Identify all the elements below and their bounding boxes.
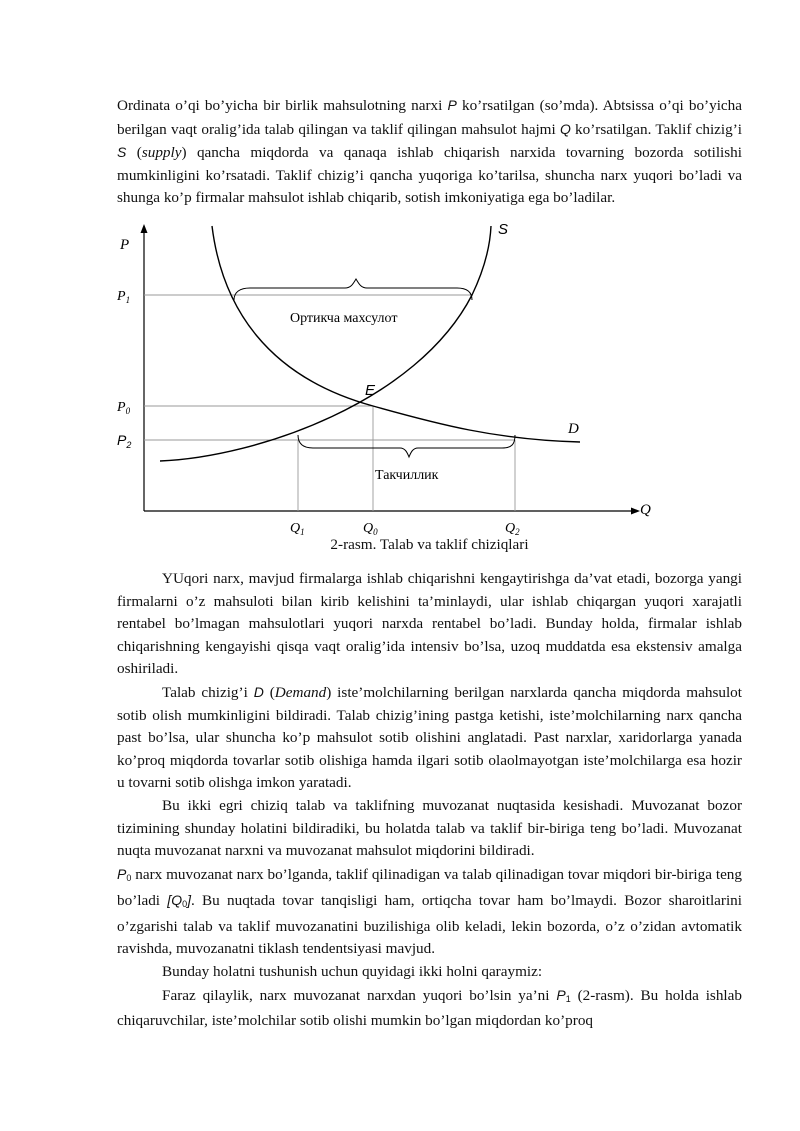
text: Talab chizig’i bbox=[162, 683, 254, 701]
shortage-brace bbox=[298, 435, 515, 457]
q0-label: $Q_0$ bbox=[363, 520, 378, 537]
text: ko’rsatilgan (so’mda). Abtsissa o’qi bo’yicha berilgan vaqt oralig’ida talab qilingan va taklif qilingan mahsulot hajmi bbox=[117, 97, 742, 138]
paragraph-4: Bu ikki egri chiziq talab va taklifning muvozanat nuqtasida kesishadi. Muvozanat bozor tizimining shunday holatini bildiradiki, bu holatda talab va taklif bir-biriga teng bo’ladi. Muvozanat nuqta muvozanat narxni va muvozanat mahsulot miqdorini bildiradi. bbox=[117, 796, 742, 860]
paragraph-5 bbox=[117, 863, 742, 961]
paragraph-1 bbox=[117, 94, 742, 210]
math-P0: $P_0$ bbox=[117, 865, 132, 883]
q1-label: $Q_1$ bbox=[290, 520, 305, 537]
text: . Bu nuqtada tovar tanqisligi ham, ortiqcha tovar ham bo’lmaydi. Bozor sharoitlarini o’zgarishi talab va taklif muvozanatini buzilishiga olib keladi, lekin bozorda, o’z o’zidan avtomatik ravishda, muvozanatni tiklash tendentsiyasi mavjud. bbox=[117, 892, 742, 958]
text: ( bbox=[263, 683, 275, 701]
math-S: S bbox=[117, 144, 127, 161]
text: ) iste’molchilarning berilgan narxlarda qancha miqdorda mahsulot sotib olish mumkinligini bildiradi. Talab chizig’ining pastga ketishi, iste’molchilarning narx qancha past bo’lsa, ular shuncha ko’p mahsulot sotib olishini anglatadi. Past narxlar, xaridorlarga yanada ko’proq miqdorda tovarlar sotib olishiga hamda ilgari sotib olaolmayotgan iste’molchilarga esa hozir u tovarni sotib olishga imkon yaratadi. bbox=[117, 683, 742, 792]
text: ko’rsatilgan. Taklif chizig’i bbox=[570, 120, 743, 138]
math-Q: Q bbox=[559, 120, 571, 137]
document-page bbox=[117, 94, 742, 1033]
text: ) qancha miqdorda va qanaqa ishlab chiqarish narxida tovarning bozorda sotilishi mumkinligini ko’rsatadi. Taklif chizig’i qancha yuqoriga ko’tarilsa, shuncha narx yuqori bo’ladi va shunga ko’p firmalar mahsulot ishlab chiqarib, sotish imkoniyatiga ega bo’ladilar. bbox=[117, 144, 742, 207]
surplus-label: Ортикча махсулот bbox=[290, 310, 398, 326]
y-axis-arrow bbox=[141, 224, 148, 233]
p2-label: $P_2$ bbox=[117, 431, 132, 450]
figure-caption: 2-rasm. Talab va taklif chiziqlari bbox=[330, 535, 529, 553]
demand-label: D bbox=[568, 420, 579, 437]
p0-label: $P_0$ bbox=[117, 399, 131, 416]
axis-y-label: P bbox=[120, 236, 130, 253]
text: Faraz qilaylik, narx muvozanat narxdan yuqori bo’lsin ya’ni bbox=[162, 986, 557, 1004]
text: Ordinata o’qi bo’yicha bir birlik mahsulotning narxi bbox=[117, 97, 448, 114]
math-D: D bbox=[253, 683, 264, 700]
axis-x-label: Q bbox=[640, 501, 651, 518]
math-P: P bbox=[447, 97, 457, 113]
paragraph-7 bbox=[117, 984, 742, 1033]
supply-demand-figure bbox=[117, 212, 742, 542]
supply-label: S bbox=[498, 220, 509, 238]
paragraph-6: Bunday holatni tushunish uchun quyidagi ikki holni qaraymiz: bbox=[162, 963, 543, 981]
supply-demand-diagram bbox=[117, 212, 742, 542]
shortage-label: Такчиллик bbox=[375, 467, 439, 483]
surplus-brace bbox=[234, 279, 472, 300]
math-Q0: $[Q_0]$ bbox=[167, 892, 191, 910]
term-supply: supply bbox=[141, 144, 182, 162]
math-P1: $P_1$ bbox=[556, 986, 571, 1004]
text: narx muvozanat narx bo’lganda, taklif qilinadigan va talab qilinadigan tovar miqdori bir-biriga teng bo’ladi bbox=[117, 865, 742, 910]
p1-label: $P_1$ bbox=[117, 288, 131, 305]
q2-label: $Q_2$ bbox=[505, 520, 520, 537]
paragraph-3 bbox=[117, 681, 742, 795]
equilibrium-label: E bbox=[365, 381, 376, 399]
x-axis-arrow bbox=[631, 507, 640, 514]
text: ( bbox=[126, 144, 142, 162]
text: (2-rasm). Bu holda ishlab chiqaruvchilar, iste’molchilar sotib olishi mumkin bo’lgan miqdordan ko’proq bbox=[117, 986, 742, 1030]
paragraph-2: YUqori narx, mavjud firmalarga ishlab chiqarishni kengaytirishga da’vat etadi, bozorga yangi firmalarni o’z mahsuloti bilan kirib kelishini ta’minlaydi, ular ishlab chiqargan yuqori xarajatli rentabel bo’lmagan mahsulotlari yuqori narxda rentabel bo’ladi. Bunday holda, firmalar ishlab chiqarishning kengayishi qisqa vaqt oralig’ida intensiv bo’lsa, uzoq muddatda esa ekstensiv amalga oshiriladi. bbox=[117, 569, 742, 678]
demand-curve bbox=[212, 226, 580, 442]
term-demand: Demand bbox=[274, 683, 327, 701]
supply-curve bbox=[160, 226, 491, 461]
